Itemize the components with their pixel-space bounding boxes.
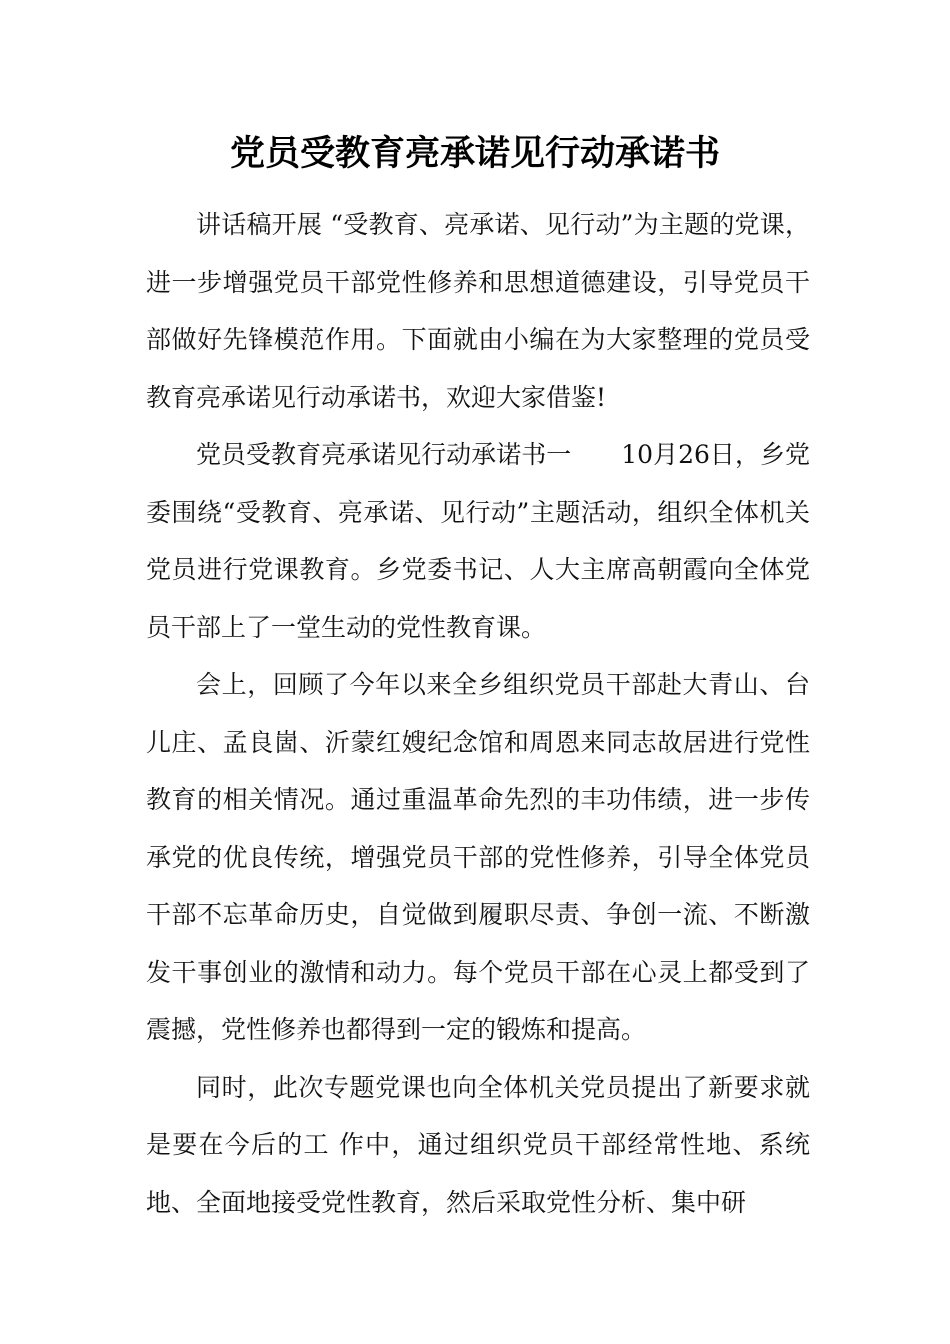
paragraph-2: 会上，回顾了今年以来全乡组织党员干部赴大青山、台儿庄、孟良崮、沂蒙红嫂纪念馆和周恩来同志故居进行党性教育的相关情况。通过重温革命先烈的丰功伟绩，进一步传承党的优良传统，增强党员干部的党性修养，引导全体党员干部不忘革命历史，自觉做到履职尽责、争创一流、不断激发干事创业的激情和动力。每个党员干部在心灵上都受到了震撼，党性修养也都得到一定的锻炼和提高。: [146, 670, 810, 1044]
paragraph-3: 同时，此次专题党课也向全体机关党员提出了新要求就是要在今后的工 作中，通过组织党员干部经常性地、系统地、全面地接受党性教育，然后采取党性分析、集中研: [146, 1072, 810, 1217]
paragraph-1: 党员受教育亮承诺见行动承诺书一 10月26日，乡党委围绕“受教育、亮承诺、见行动”主题活动，组织全体机关党员进行党课教育。乡党委书记、人大主席高朝霞向全体党员干部上了一堂生动的党性教育课。: [146, 440, 810, 642]
paragraph-intro: 讲话稿开展 “受教育、亮承诺、见行动”为主题的党课，进一步增强党员干部党性修养和思想道德建设，引导党员干部做好先锋模范作用。下面就由小编在为大家整理的党员受教育亮承诺见行动承诺书，欢迎大家借鉴!: [146, 210, 810, 412]
document-body: [146, 196, 810, 1231]
document-title: 党员受教育亮承诺见行动承诺书: [229, 133, 720, 174]
